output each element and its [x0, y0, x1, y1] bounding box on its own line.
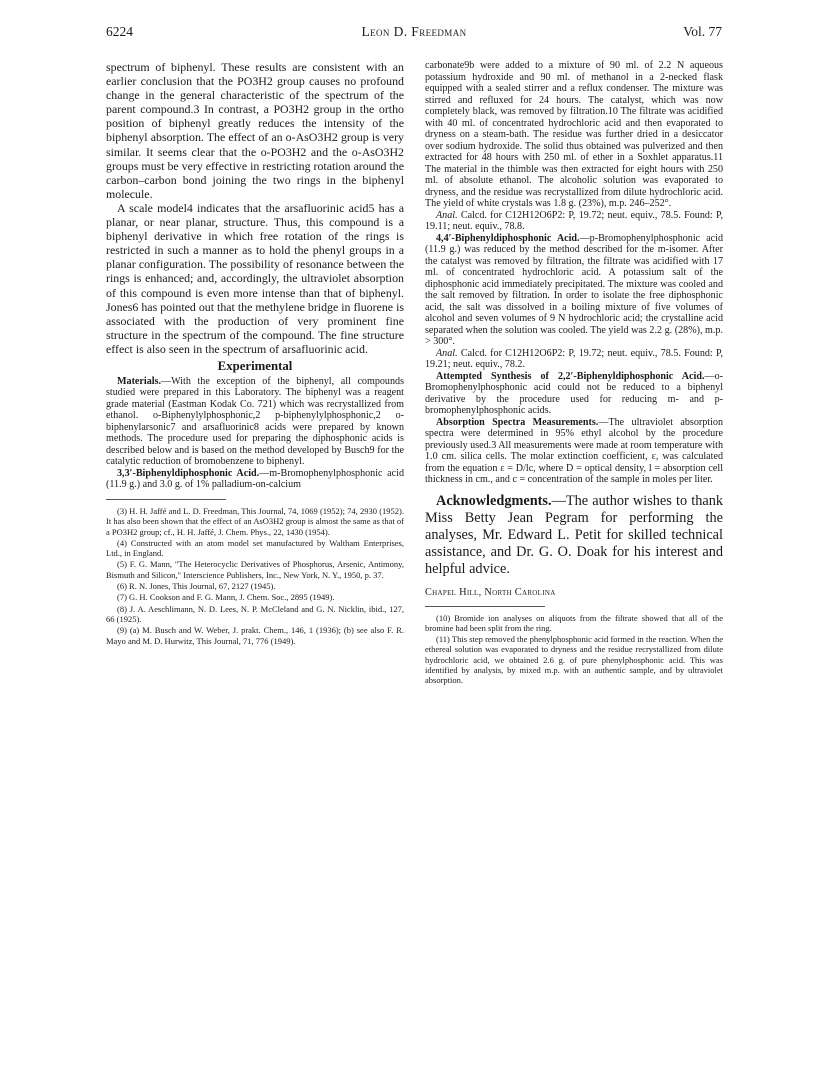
footnotes — [425, 613, 723, 686]
footnote: (11) This step removed the phenylphosphonic acid formed in the reaction. When the ethereal solution was evaporated to dryness and the residue recrystallized from dilute hydrochloric acid, we obtained 2.6 g. of pure phenylphosphonic acid. This was identified by analysis, by mixed m.p. with an authentic sample, and by ultraviolet absorption. — [425, 634, 723, 686]
volume-label: Vol. 77 — [683, 24, 722, 39]
footnote: (8) J. A. Aeschlimann, N. D. Lees, N. P. McCleland and G. N. Nicklin, ibid., 127, 66 (1925). — [106, 603, 404, 624]
author-location: Chapel Hill, North Carolina — [425, 586, 556, 598]
footnote: (5) F. G. Mann, "The Heterocyclic Derivatives of Phosphorus, Arsenic, Antimony, Bismuth and Silicon," Interscience Publishers, Inc., New York, N. Y., 1950, p. 37. — [106, 559, 404, 580]
page-number: 6224 — [106, 24, 133, 39]
run-in-heading: 3,3′-Biphenyldiphosphonic Acid. — [117, 467, 260, 479]
section-heading-experimental: Experimental — [217, 358, 293, 373]
paragraph-text: Calcd. for C12H12O6P2: P, 19.72; neut. equiv., 78.5. Found: P, 19.11; neut. equiv., 78.8. — [425, 209, 723, 232]
paragraph-text: —o-Bromophenylphosphonic acid could not be reduced to a biphenyl derivative by the procedure used for reducing m- and p-bromophenylphosphonic acids. — [425, 370, 723, 416]
body-paragraph: A scale model4 indicates that the arsafluorinic acid5 has a planar, or near planar, structure. Thus, this compound is a biphenyl derivative in which free rotation of the rings is restricted in such a manner as to hold the phenyl groups in a planar configuration. The possibility of resonance between the rings is enhanced; and, accordingly, the ultraviolet absorption of this compound is even more intense than that of biphenyl. Jones6 has pointed out that the methylene bridge in fluorene is associated with the production of very prominent fine structure in the spectrum of the compound. The fine structure effect is also seen in the spectrum of arsafluorinic acid. — [106, 200, 404, 356]
procedure-paragraph — [106, 468, 404, 491]
paragraph-text: Calcd. for C12H12O6P2: P, 19.72; neut. equiv., 78.5. Found: P, 19.21; neut. equiv., 78.2. — [425, 347, 723, 370]
page-header — [106, 24, 722, 44]
right-column — [425, 60, 723, 687]
run-in-heading: Attempted Synthesis of 2,2′-Biphenyldiphosphonic Acid. — [436, 370, 705, 382]
footnote-rule — [425, 606, 545, 607]
footnote: (3) H. H. Jaffé and L. D. Freedman, This Journal, 74, 1069 (1952); 74, 2930 (1952). It has also been shown that the effect of an AsO3H2 group is almost the same as that of a PO3H2 group; cf., H. H. Jaffé, J. Chem. Phys., 22, 1430 (1954). — [106, 505, 404, 537]
footnote: (10) Bromide ion analyses on aliquots from the filtrate showed that all of the bromine had been split from the ring. — [425, 612, 723, 633]
footnotes — [106, 506, 404, 646]
analysis-paragraph — [425, 210, 723, 233]
footnote: (4) Constructed with an atom model set manufactured by Waltham Enterprises, Ltd., in England. — [106, 537, 404, 559]
procedure-paragraph — [425, 371, 723, 417]
left-column — [106, 60, 404, 647]
procedure-paragraph — [425, 233, 723, 348]
footnote: (6) R. N. Jones, This Journal, 67, 2127 (1945). — [117, 581, 276, 592]
acknowledgments-heading: Acknowledgments. — [436, 492, 552, 509]
analysis-label: Anal. — [436, 347, 458, 359]
footnote: (9) (a) M. Busch and W. Weber, J. prakt. Chem., 146, 1 (1936); (b) see also F. R. Mayo and M. D. Hurwitz, This Journal, 71, 776 (1949). — [106, 625, 404, 646]
procedure-paragraph — [425, 417, 723, 486]
paragraph-text: —The ultraviolet absorption spectra were determined in 95% ethyl alcohol by the procedure previously used.3 All measurements were made at room temperature with 1.0 cm. silica cells. The molar extinction coefficient, ε, was calculated from the equation ε = D/lc, where D = optical density, l = absorption cell thickness in cm., and c = concentration of the sample in moles per liter. — [425, 416, 724, 485]
run-in-heading: 4,4′-Biphenyldiphosphonic Acid. — [436, 232, 580, 244]
procedure-continuation: carbonate9b were added to a mixture of 90 ml. of 2.2 N aqueous potassium hydroxide and 90 ml. of methanol in a 2-necked flask equipped with a sealed stirrer and a reflux condenser. The mixture was stirred and refluxed for 24 hours. The catalyst, which was now completely black, was removed by filtration.10 The filtrate was acidified with 40 ml. of concentrated hydrochloric acid and then evaporated to dryness on a steam-bath. The residue was further dried in a desiccator over sodium hydroxide. The solid thus obtained was pulverized and then extracted for 48 hours with 250 ml. of ether in a Soxhlet apparatus.11 The material in the thimble was then extracted for eight hours with 250 ml. of absolute ethanol. The alcoholic solution was evaporated to dryness, and the residue was recrystallized from dilute hydrochloric acid. The yield of white crystals was 1.8 g. (23%), m.p. 246–252°. — [425, 60, 723, 209]
analysis-paragraph — [425, 348, 723, 371]
footnote: (7) G. H. Cookson and F. G. Mann, J. Chem. Soc., 2895 (1949). — [117, 592, 335, 603]
paragraph-text: —p-Bromophenylphosphonic acid (11.9 g.) was reduced by the method described for the m-isomer. After the catalyst was removed by filtration, the filtrate was acidified with 17 ml. of concentrated hydrochloric acid. A potassium salt of the diphosphonic acid immediately precipitated. The mixture was cooled and the salt removed by filtration. In order to isolate the free diphosphonic acid, the salt was dissolved in a boiling mixture of five volumes of alcohol and seven volumes of 9 N hydrochloric acid; the crystalline acid separated when the solution was cooled. The yield was 2.2 g. (28%), m.p. > 300°. — [425, 232, 724, 347]
paragraph-text: —m-Bromophenylphosphonic acid (11.9 g.) and 3.0 g. of 1% palladium-on-calcium — [106, 467, 404, 491]
run-in-heading: Absorption Spectra Measurements. — [436, 416, 599, 428]
paragraph-text: —With the exception of the biphenyl, all compounds studied were prepared in this Laboratory. The biphenyl was a reagent grade material (Eastman Kodak Co. 721) which was recrystallized from ethanol. o-Biphenylylphosphonic,2 p-biphenylylphosphonic,2 o-biphenylarsonic7 and arsafluorinic8 acids were prepared by known methods. The procedure used for preparing the diphosphonic acids is described below and is based on the method developed by Busch9 for the catalytic reduction of bromobenzene to biphenyl. — [106, 375, 404, 468]
run-in-heading: Materials. — [117, 375, 162, 387]
acknowledgments-paragraph — [425, 493, 723, 579]
footnote-rule — [106, 499, 226, 500]
materials-paragraph — [106, 376, 404, 468]
body-paragraph: spectrum of biphenyl. These results are consistent with an earlier conclusion that the PO3H2 group causes no profound change in the general characteristic of the spectrum of the parent compound.3 In contrast, a PO3H2 group in the ortho position of biphenyl greatly reduces the intensity of the biphenyl absorption. The effect of an o-AsO3H2 group is very similar. It seems clear that the o-PO3H2 and the o-AsO3H2 groups must be very effective in restricting rotation around the carbon–carbon bond joining the two rings in the biphenyl molecule. — [106, 60, 404, 201]
paragraph-text: —The author wishes to thank Miss Betty Jean Pegram for performing the analyses, Mr. Edward L. Petit for skilled technical assistance, and Dr. G. O. Doak for his interest and helpful advice. — [425, 492, 723, 578]
analysis-label: Anal. — [436, 209, 458, 221]
running-author: Leon D. Freedman — [361, 24, 467, 39]
